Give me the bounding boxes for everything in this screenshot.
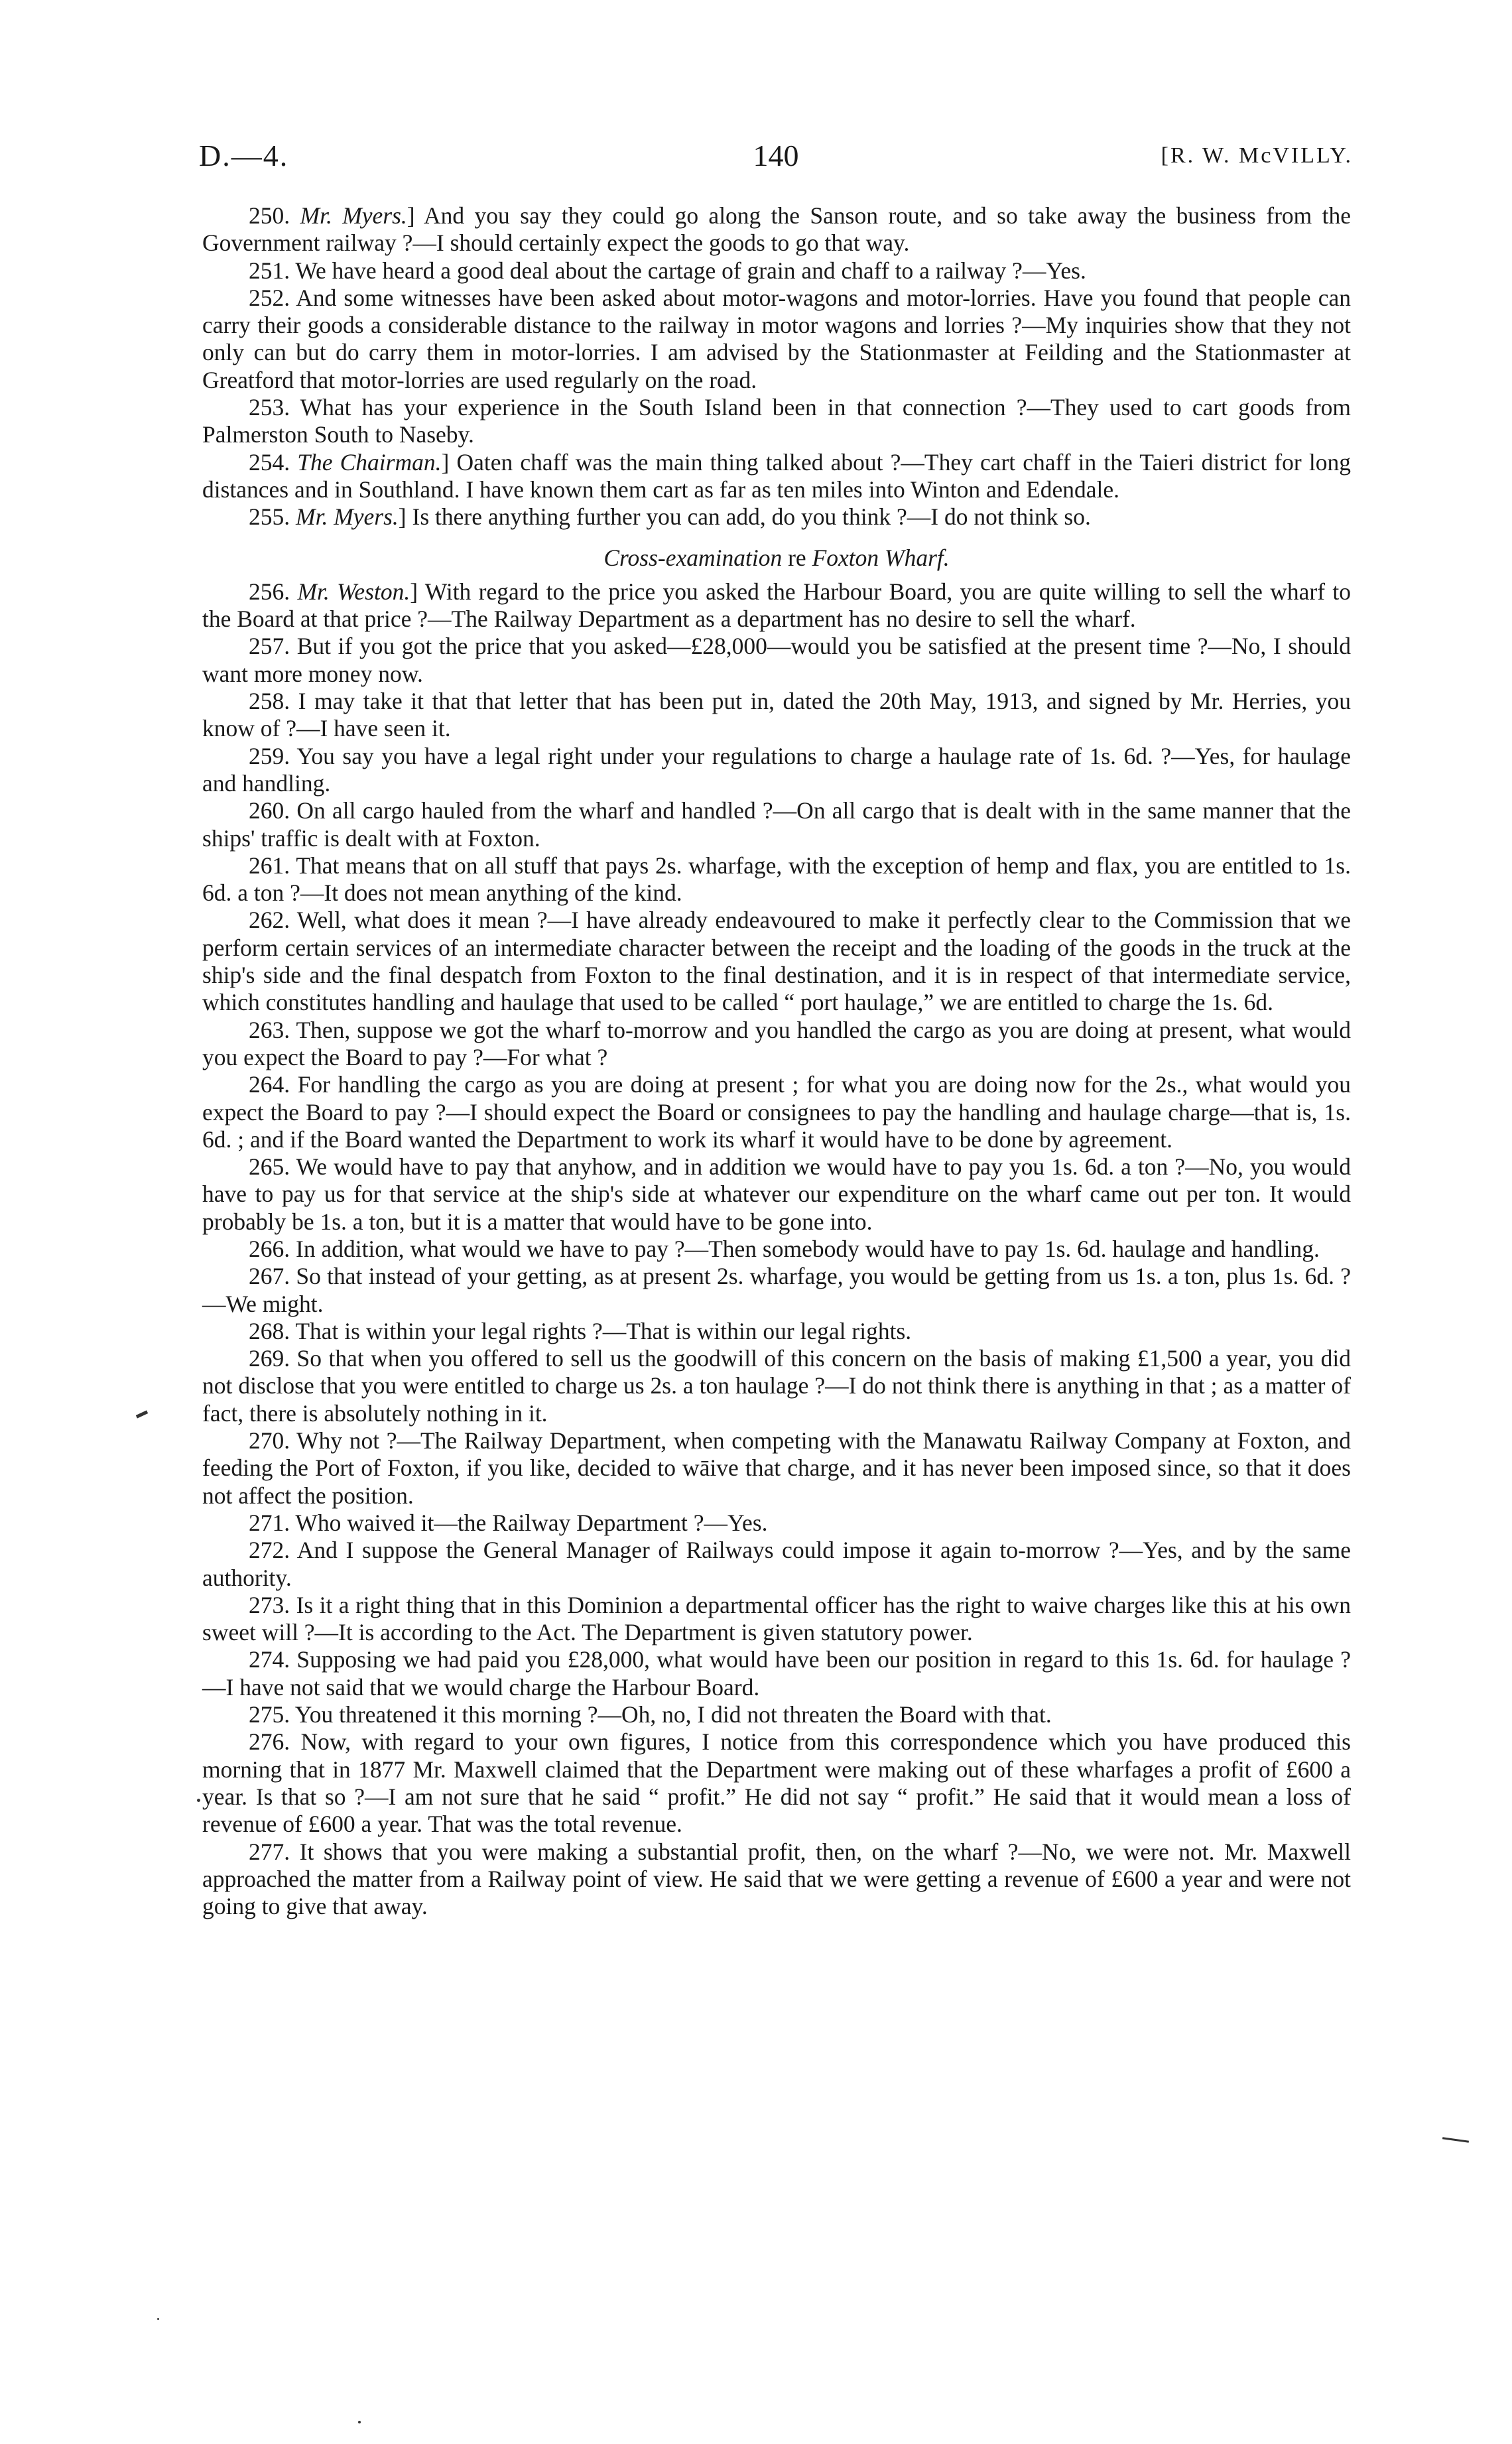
scan-speck (358, 2421, 361, 2423)
testimony-paragraph (202, 1728, 1351, 1838)
question-number: 257. (249, 633, 290, 660)
testimony-text: That means that on all stuff that pays 2s. wharfage, with the exception of hemp and flax, you are entitled to 1s. 6d. a ton ?—It does not mean anything of the kind. (202, 852, 1351, 907)
testimony-paragraph (202, 1263, 1351, 1318)
testimony-text: Is it a right thing that in this Dominion a departmental officer has the right to waive charges like this at his own sweet will ?—It is according to the Act. The Department is given statutory power. (202, 1591, 1351, 1646)
testimony-paragraph (202, 1071, 1351, 1153)
question-number: 256. (249, 578, 290, 605)
question-number: 260. (249, 797, 290, 824)
question-number: 269. (249, 1345, 290, 1372)
testimony-paragraph (202, 852, 1351, 907)
testimony-paragraph (202, 1646, 1351, 1701)
question-number: 277. (249, 1838, 290, 1865)
question-number: 255. (249, 503, 290, 531)
question-number: 275. (249, 1701, 290, 1728)
testimony-paragraph (202, 1701, 1351, 1728)
testimony-paragraph (202, 1345, 1351, 1427)
testimony-text: What has your experience in the South Island been in that connection ?—They used to cart goods from Palmerston South to Naseby. (202, 394, 1352, 448)
speaker-name: Mr. Weston. (297, 578, 410, 605)
speaker-name: The Chairman. (297, 448, 442, 476)
testimony-paragraph (202, 394, 1351, 449)
testimony-text: And I suppose the General Manager of Railways could impose it again to-morrow ?—Yes, and by the same authority. (202, 1537, 1351, 1591)
testimony-text: And some witnesses have been asked about motor-wagons and motor-lorries. Have you found that people can carry their goods a considerable distance to the railway in motor wagons and lorries ?—My inquiries show that they not only can but do carry them in motor-lorries. I am advised by the Stationmaster at Feilding and the Stationmaster at Greatford that motor-lorries are used regularly on the road. (202, 284, 1351, 393)
witness-name: [R. W. McVILLY. (1161, 143, 1353, 168)
testimony-body (202, 202, 1351, 1920)
question-number: 267. (249, 1263, 290, 1290)
testimony-paragraph (202, 449, 1351, 504)
question-number: 264. (249, 1071, 290, 1098)
scan-speck (157, 2318, 159, 2320)
page-header (199, 133, 1353, 179)
question-number: 252. (249, 284, 290, 311)
page-number: 140 (753, 139, 799, 172)
section-heading: Cross-examination re Foxton Wharf. (603, 544, 950, 571)
question-number: 262. (249, 907, 290, 934)
question-number: 259. (249, 742, 290, 769)
testimony-text: I may take it that that letter that has been put in, dated the 20th May, 1913, and signed by Mr. Herries, you know of ?—I have seen it. (202, 688, 1351, 742)
testimony-text: For handling the cargo as you are doing at present ; for what you are doing now for the 2s., what would you expect the Board to pay ?—I should expect the Board or consignees to pay the handling and haulage charge—that is, 1s. 6d. ; and if the Board wanted the Department to work its wharf it would have to be done by agreement. (202, 1071, 1352, 1153)
testimony-text: You say you have a legal right under your regulations to charge a haulage rate of 1s. 6d. ?—Yes, for haulage and handling. (202, 742, 1352, 797)
question-number: 254. (249, 448, 290, 476)
testimony-text: ] Is there anything further you can add, do you think ?—I do not think so. (398, 503, 1091, 531)
testimony-text: Well, what does it mean ?—I have already endeavoured to make it perfectly clear to the Commission that we perform certain services of an intermediate character between the receipt and the loading of the goods in the truck at the ship's side and the final despatch from Foxton to the final destination, and it is in respect of that intermediate service, which constitutes handling and haulage that used to be called “ port haulage,” we are entitled to charge the 1s. 6d. (202, 907, 1352, 1016)
speaker-name: Mr. Myers. (300, 202, 407, 229)
speaker-name: Mr. Myers. (296, 503, 399, 531)
testimony-paragraph (202, 797, 1351, 852)
testimony-paragraph (202, 1318, 1351, 1345)
question-number: 274. (249, 1646, 290, 1673)
testimony-paragraph (202, 1838, 1351, 1921)
testimony-paragraph (202, 578, 1351, 633)
document-reference: D.—4. (199, 139, 289, 172)
question-number: 263. (249, 1016, 290, 1043)
testimony-text: ] And you say they could go along the Sanson route, and so take away the business from the Government railway ?—I should certainly expect the goods to go that way. (202, 202, 1352, 257)
testimony-text: You threatened it this morning ?—Oh, no, I did not threaten the Board with that. (294, 1701, 1052, 1728)
question-number: 250. (249, 202, 290, 229)
testimony-text: Now, with regard to your own figures, I notice from this correspondence which you have produced this morning that in 1877 Mr. Maxwell claimed that the Department were making out of these wharfages a profit of £600 a year. Is that so ?—I am not sure that he said “ profit.” He did not say “ profit.” He said that it would mean a loss of revenue of £600 a year. That was the total revenue. (202, 1728, 1351, 1838)
testimony-paragraph (202, 503, 1351, 531)
testimony-text: Then, suppose we got the wharf to-morrow and you handled the cargo as you are doing at present, what would you expect the Board to pay ?—For what ? (202, 1016, 1351, 1070)
testimony-text: So that when you offered to sell us the goodwill of this concern on the basis of making £1,500 a year, you did not disclose that you were entitled to charge us 2s. a ton haulage ?—I do not think there is anything in that ; as a matter of fact, there is absolutely nothing in it. (202, 1345, 1351, 1427)
question-number: 271. (249, 1509, 290, 1536)
testimony-text: ] Oaten chaff was the main thing talked about ?—They cart chaff in the Taieri district for long distances and in Southland. I have known them cart as far as ten miles into Winton and Edendale. (202, 448, 1351, 503)
testimony-block-1 (202, 202, 1351, 531)
testimony-text: Who waived it—the Railway Department ?—Yes. (295, 1509, 768, 1536)
testimony-paragraph (202, 202, 1351, 257)
testimony-paragraph (202, 285, 1351, 394)
testimony-paragraph (202, 633, 1351, 688)
testimony-block-2 (202, 578, 1351, 1921)
testimony-text: On all cargo hauled from the wharf and handled ?—On all cargo that is dealt with in the same manner that the ships' traffic is dealt with at Foxton. (202, 797, 1351, 852)
question-number: 265. (249, 1153, 290, 1181)
testimony-text: In addition, what would we have to pay ?—Then somebody would have to pay 1s. 6d. haulage and handling. (296, 1235, 1320, 1262)
testimony-paragraph (202, 688, 1351, 743)
testimony-text: That is within your legal rights ?—That is within our legal rights. (295, 1317, 912, 1344)
testimony-paragraph (202, 1510, 1351, 1537)
testimony-paragraph (202, 1236, 1351, 1263)
question-number: 266. (249, 1235, 290, 1262)
testimony-paragraph (202, 907, 1351, 1016)
testimony-paragraph (202, 1427, 1351, 1510)
scan-speck (197, 1799, 200, 1802)
testimony-text: But if you got the price that you asked—£28,000—would you be satisfied at the present time ?—No, I should want more money now. (202, 633, 1351, 687)
testimony-text: We would have to pay that anyhow, and in addition we would have to pay you 1s. 6d. a ton ?—No, you would have to pay us for that service at the ship's side at whatever our expenditure on the wharf came out per ton. It would probably be 1s. a ton, but it is a matter that would have to be gone into. (202, 1153, 1351, 1235)
question-number: 253. (249, 394, 290, 421)
testimony-text: Supposing we had paid you £28,000, what would have been our position in regard to this 1s. 6d. for haulage ?—I have not said that we would charge the Harbour Board. (202, 1646, 1352, 1701)
testimony-paragraph (202, 1017, 1351, 1072)
question-number: 272. (249, 1537, 290, 1564)
testimony-paragraph (202, 743, 1351, 798)
question-number: 268. (249, 1317, 290, 1344)
question-number: 251. (249, 257, 290, 284)
question-number: 261. (249, 852, 290, 879)
question-number: 270. (249, 1427, 290, 1454)
testimony-paragraph (202, 1153, 1351, 1236)
testimony-text: Why not ?—The Railway Department, when competing with the Manawatu Railway Company at Foxton, and feeding the Port of Foxton, if you like, decided to wāive that charge, and it has never been imposed since, so that it does not affect the position. (202, 1427, 1352, 1509)
question-number: 273. (249, 1591, 290, 1618)
question-number: 276. (249, 1728, 290, 1756)
scan-speck (1442, 2137, 1469, 2143)
testimony-text: We have heard a good deal about the cartage of grain and chaff to a railway ?—Yes. (295, 257, 1086, 284)
question-number: 258. (249, 688, 290, 715)
testimony-text: So that instead of your getting, as at present 2s. wharfage, you would be getting from us 1s. a ton, plus 1s. 6d. ?—We might. (202, 1263, 1352, 1317)
testimony-paragraph (202, 257, 1351, 285)
testimony-text: It shows that you were making a substantial profit, then, on the wharf ?—No, we were not. Mr. Maxwell approached the matter from a Railway point of view. He said that we were getting a revenue of £600 a year and were not going to give that away. (202, 1838, 1352, 1920)
testimony-text: ] With regard to the price you asked the Harbour Board, you are quite willing to sell the wharf to the Board at that price ?—The Railway Department as a department has no desire to sell the wharf. (202, 578, 1351, 633)
testimony-paragraph (202, 1592, 1351, 1647)
scan-speck (136, 1410, 148, 1418)
testimony-paragraph (202, 1537, 1351, 1592)
